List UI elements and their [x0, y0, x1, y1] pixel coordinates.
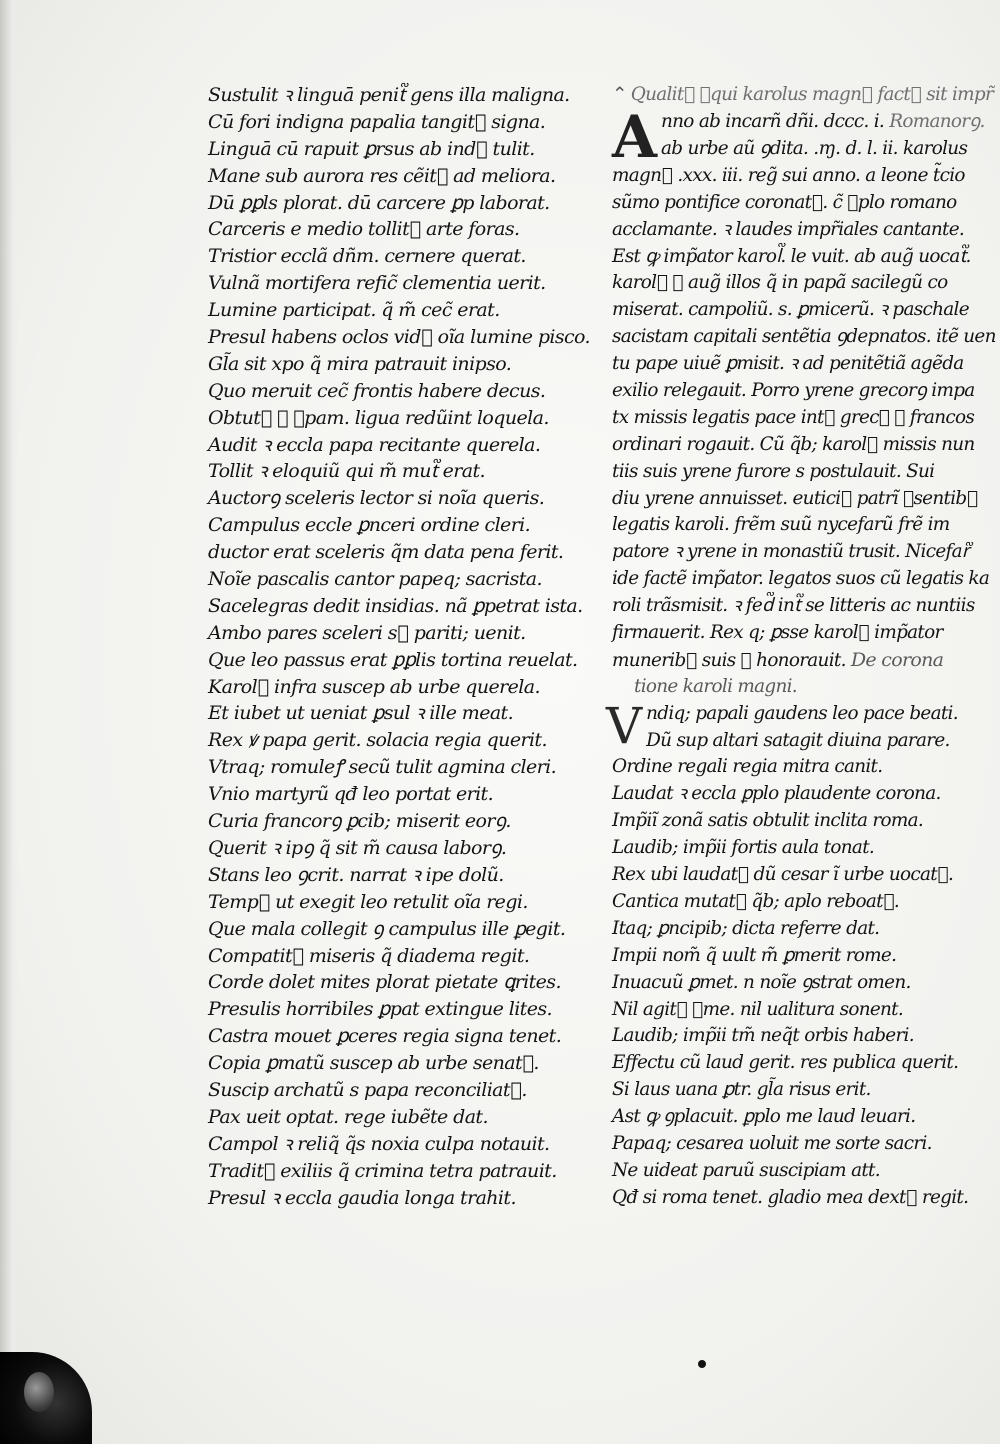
initial-a-block	[612, 102, 985, 171]
verse-line: Nil agit᷑ ꝑme. nil ualitura sonent.	[612, 998, 904, 1020]
verse-line: Campulus eccle ꝑnceri ordine cleri.	[208, 514, 531, 537]
text-line: sũmo pontifice coronat᷑. c̃ ꝑplo romano	[612, 191, 957, 213]
text-line: ide factẽ imp̃ator. legatos suos cũ legatis ka	[612, 568, 990, 590]
heading-tail: Romanorꝯ.	[889, 110, 985, 132]
section-caption-end: tione karoli magni.	[634, 675, 797, 697]
verse-line: Quo meruit cec̃ frontis habere decus.	[208, 379, 546, 402]
verse-line: Mane sub aurora res cẽit᷑ ad meliora.	[208, 164, 556, 187]
verse-line: Querit ꝛ ipꝯ q̃ sit m̃ causa laborꝯ.	[208, 836, 507, 859]
verse-line: Ordine regali regia mitra canit.	[612, 756, 883, 778]
text-line: legatis karoli. frẽm suũ nycefarũ frẽ im	[612, 514, 950, 536]
text-line: tu pape uiuẽ ꝑmisit. ꝛ ad penitẽtiã agẽda	[612, 353, 964, 375]
text-line: Est ꝙ imp̃ator karol᷑. le vuit. ab aug̃ uocat᷑.	[612, 245, 971, 267]
verse-line: Dū ꝑꝑls plorat. dū carcere ꝑp laborat.	[208, 191, 550, 214]
verse-line: Laudib; imp̃ii tm̃ neq̃t orbis haberi.	[612, 1025, 914, 1047]
book-clasp-highlight	[24, 1372, 54, 1412]
text-line: diu yrene annuisset. eutici᷑ patrĩ ꝑsentib᷑	[612, 487, 978, 509]
verse-line: ductor erat sceleris q̃m data pena ferit.	[208, 541, 564, 564]
verse-line: Castra mouet ꝑceres regia signa tenet.	[208, 1025, 562, 1048]
verse-line: Copia ꝑmatũ suscep ab urbe senat᷑.	[208, 1052, 539, 1075]
verse-line: Gl̃a sit xpo q̃ mira patrauit inipso.	[208, 352, 512, 375]
verse-line: Temp᷑ ut exegit leo retulit oĩa regi.	[208, 890, 528, 913]
verse-line: Cū fori indigna papalia tangit᷑ signa.	[208, 110, 546, 133]
verse-line: Qđ si roma tenet. gladio mea dext᷑ regit.	[612, 1186, 969, 1208]
verse-line: ndiq; papali gaudens leo pace beati.	[646, 702, 958, 724]
initial-v-block	[606, 696, 984, 755]
text-line: roli trãsmisit. ꝛ fed᷑ int᷑ se litteris ac nuntiis	[612, 595, 975, 617]
verse-line: Papaq; cesarea uoluit me sorte sacri.	[612, 1132, 932, 1154]
verse-line: Ne uideat paruũ suscipiam att.	[612, 1159, 880, 1181]
right-text-column	[606, 82, 996, 1212]
verse-line: Imp̃iĩ zonã satis obtulit inclita roma.	[612, 810, 924, 832]
verse-line: Si laus uana ꝑtr. gl̃a risus erit.	[612, 1079, 871, 1101]
verse-line: Carceris e medio tollit᷑ arte foras.	[208, 218, 520, 241]
verse-line: Linguā cū rapuit ꝑrsus ab ind᷑ tulit.	[208, 137, 535, 160]
text-line: exilio relegauit. Porro yrene grecorꝯ impa	[612, 380, 975, 402]
text-line: firmauerit. Rex q; ꝑsse karol᷑ imp̃ator	[612, 622, 943, 644]
text-line: miserat. campoliũ. s. ꝑmicerũ. ꝛ paschale	[612, 299, 969, 321]
text-line: karol᷑ ꝙ aug̃ illos q̃ in papã sacilegũ co	[612, 272, 948, 294]
verse-line: Pax ueit optat. rege iubẽte dat.	[208, 1105, 488, 1128]
verse-line: Dũ sup altari satagit diuina parare.	[646, 729, 950, 751]
section-caption: De corona	[850, 648, 944, 671]
left-text-column	[208, 82, 590, 1211]
verse-line: Presulis horribiles ꝑpat extingue lites.	[208, 998, 552, 1021]
verse-line: Campol ꝛ reliq̃ q̃s noxia culpa notauit.	[208, 1132, 550, 1155]
text-line: acclamante. ꝛ laudes impr̃iales cantante.	[612, 218, 965, 240]
decorated-initial-a: A	[612, 102, 658, 171]
chapter-heading: ⌃ Qualit᷑ ꝯqui karolus magn᷑ fact᷑ sit impr̃	[612, 84, 994, 105]
verse-line: Presul ꝛ eccla gaudia longa trahit.	[208, 1186, 516, 1209]
verse-line: Obtut᷑ ꝯ ꝑpam. ligua redũint loquela.	[208, 406, 549, 429]
verse-line: Itaq; ꝑncipib; dicta referre dat.	[612, 917, 880, 939]
verse-line: Vnio martyrũ qđ leo portat erit.	[208, 783, 494, 806]
verse-line: Sacelegras dedit insidias. nã ꝑpetrat ista.	[208, 594, 583, 617]
text-line: tx missis legatis pace int᷑ grecꝯ ꝛ francos	[612, 406, 975, 428]
verse-line: Tollit ꝛ eloquiũ qui m̃ mut᷑ erat.	[208, 460, 485, 483]
verse-line: Inuacuũ ꝑmet. n noĩe ꝯstrat omen.	[612, 971, 911, 993]
binding-edge	[0, 0, 18, 1444]
verse-line: Laudib; imp̃ii fortis aula tonat.	[612, 837, 875, 859]
verse-line: Audit ꝛ eccla papa recitante querela.	[208, 433, 541, 456]
text-line: ab urbe aũ ꝯdita. .ɱ. d. l. ii. karolus	[661, 137, 968, 159]
verse-line: Et iubet ut ueniat ꝑsul ꝛ ille meat.	[208, 702, 514, 725]
verse-line: Ambo pares sceleri s᷑ pariti; uenit.	[208, 621, 526, 644]
verse-line: Vtraq; romuleꝭ secũ tulit agmina cleri.	[208, 756, 557, 779]
text-line: ordinari rogauit. Cũ q̃b; karol᷑ missis nun	[612, 433, 975, 455]
verse-line: Lumine participat. q̃ m̃ cec̃ erat.	[208, 299, 500, 322]
right-body-text	[612, 163, 996, 647]
verse-line: Compatit᷑ miseris q̃ diadema regit.	[208, 944, 530, 967]
ink-dot	[698, 1360, 706, 1368]
verse-line: Suscip archatũ s papa reconciliat᷑.	[208, 1078, 527, 1101]
text-line: munerib᷑ suis ꝟ honorauit. De corona	[612, 648, 944, 671]
verse-line: Laudat ꝛ eccla ꝑplo plaudente corona.	[612, 783, 941, 805]
verse-line: Que leo passus erat ꝑꝑlis tortina reuelat.	[208, 648, 578, 671]
verse-line: Curia francorꝯ ꝑcib; miserit eorꝯ.	[208, 810, 511, 833]
verse-line: Auctorꝯ sceleris lector si noĩa queris.	[208, 487, 545, 510]
text-line: magn᷑ .xxx. iii. reg̃ sui anno. a leone t̃cio	[612, 164, 965, 186]
verse-line: Que mala collegit ꝯ campulus ille ꝑegit.	[208, 917, 566, 940]
insertion-mark-icon: ⌃	[612, 84, 627, 105]
verse-line: Ast ꝙ ꝯplacuit. ꝑplo me laud leuari.	[612, 1106, 916, 1128]
verse-line: Tradit᷑ exiliis q̃ crimina tetra patrauit.	[208, 1159, 557, 1182]
verse-line: Rex ꝟ papa gerit. solacia regia querit.	[208, 729, 547, 752]
verse-line: Rex ubi laudat᷑ dũ cesar ĩ urbe uocat᷑.	[612, 864, 954, 886]
verse-line: Corde dolet mites plorat pietate ꝗrites.	[208, 971, 561, 994]
verse-line: Presul habens oclos vid᷑ oĩa lumine pisco.	[208, 326, 590, 349]
verse-line: Stans leo ꝯcrit. narrat ꝛ ipe dolũ.	[208, 863, 504, 886]
verse-line: Noĩe pascalis cantor papeq; sacrista.	[208, 568, 542, 591]
text-line: nno ab incarñ dñi. dccc. i. Romanorꝯ.	[661, 110, 985, 132]
verse-line: Vulnã mortifera refic̃ clementia uerit.	[208, 272, 546, 295]
verse-line: Tristior ecclã dñm. cernere querat.	[208, 245, 526, 268]
verse-line: Effectu cũ laud gerit. res publica querit.	[612, 1052, 959, 1074]
text-line: tiis suis yrene furore s postulauit. Sui	[612, 460, 935, 482]
decorated-initial-v: V	[606, 696, 643, 755]
verse-line: Cantica mutat᷑ q̃b; aplo reboat᷑.	[612, 890, 900, 912]
verse-line: Karol᷑ infra suscep ab urbe querela.	[208, 675, 540, 698]
right-verse-list	[612, 754, 984, 1211]
verse-line: Impii nom̃ q̃ uult m̃ ꝑmerit rome.	[612, 944, 897, 966]
text-line: sacistam capitali sentẽtia ꝯdepnatos. itẽ uen	[612, 326, 996, 348]
verse-line: Sustulit ꝛ linguā penit᷑ gens illa maligna.	[208, 84, 570, 106]
text-line: patore ꝛ yrene in monastiũ trusit. Nicefar᷑	[612, 541, 969, 563]
